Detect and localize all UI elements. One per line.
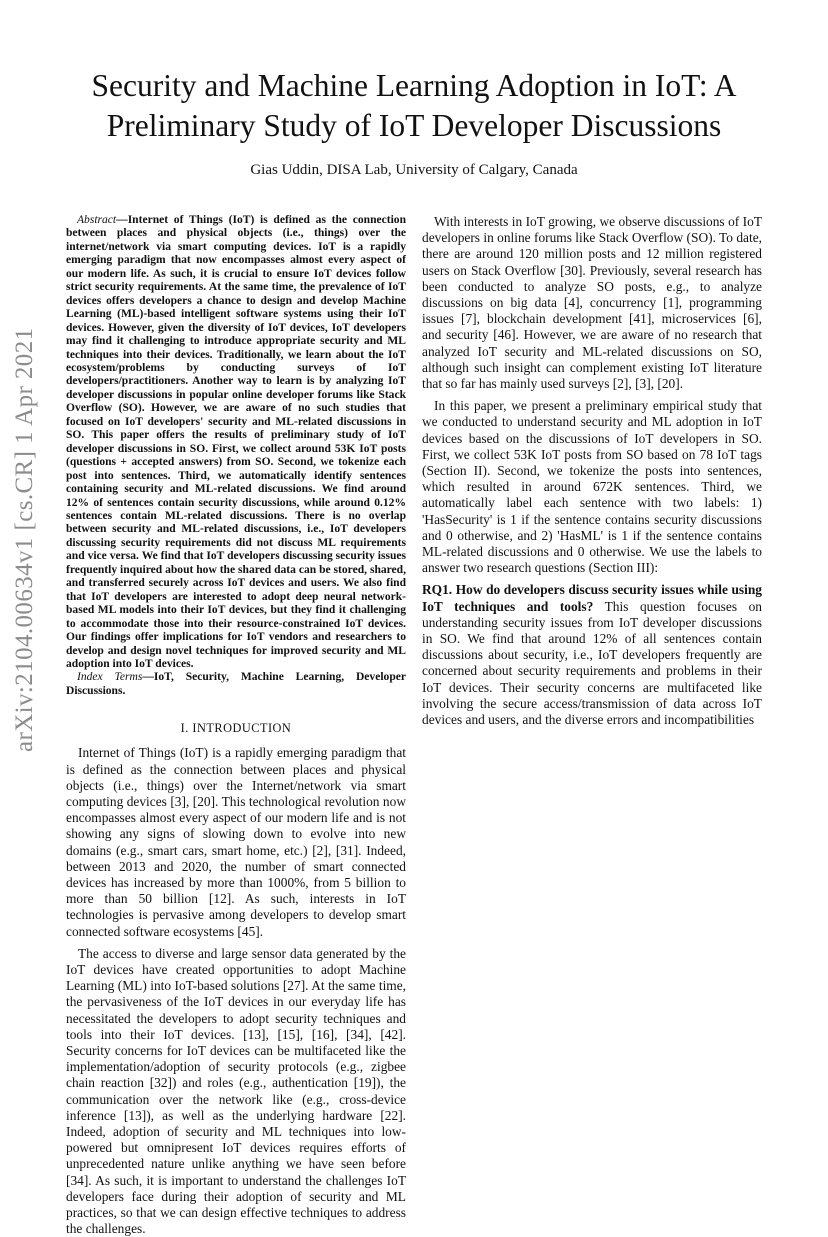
- right-column: [422, 214, 762, 734]
- abstract-label: Abstract: [77, 214, 117, 226]
- abstract-text: —Internet of Things (IoT) is defined as the connection between places and physical objects (i.e., things) over the internet/network via smart computing devices. IoT is a rapidly emerging paradigm that now encompasses almost every aspect of our modern life. As such, it is crucial to ensure IoT devices follow strict security requirements. At the same time, the prevalence of IoT devices offers developers a chance to design and develop Machine Learning (ML)-based intelligent software systems using their IoT devices. However, given the diversity of IoT devices, IoT developers may find it challenging to introduce appropriate security and ML techniques into their devices. Traditionally, we learn about the IoT ecosystem/problems by conducting surveys of IoT developers/practitioners. Another way to learn is by analyzing IoT developer discussions in popular online developer forums like Stack Overflow (SO). However, we are aware of no such studies that focused on IoT developers' security and ML-related discussions in SO. This paper offers the results of preliminary study of IoT developer discussions in SO. First, we collect around 53K IoT posts (questions + accepted answers) from SO. Second, we tokenize each post into sentences. Third, we automatically identify sentences containing security and ML-related discussions. We find around 12% of sentences contain security discussions, while around 0.12% sentences contain ML-related discussions. There is no overlap between security and ML-related discussions, i.e., IoT developers discussing security requirements did not discuss ML requirements and vice versa. We find that IoT developers discussing security issues frequently inquired about how the shared data can be stored, shared, and transferred securely across IoT devices and users. We also find that IoT developers are interested to adopt deep neural network-based ML models into their IoT devices, but they find it challenging to accommodate those into their resource-constrained IoT devices. Our findings offer implications for IoT vendors and researchers to develop and design novel techniques for improved security and ML adoption into IoT devices.: [66, 214, 406, 670]
- intro-paragraph-1: Internet of Things (IoT) is a rapidly emerging paradigm that is defined as the connection between places and physical objects (i.e., things) over the Internet/network via smart computing devices [3], [20]. This technological revolution now encompasses almost every aspect of our modern life and is not showing any signs of slowing down to evolve into new domains (e.g., smart cars, smart home, etc.) [2], [31]. Indeed, between 2013 and 2020, the number of smart connected devices has increased by more than 1000%, from 5 billion to more than 50 billion [12]. As such, interests in IoT technologies is pervasive among developers to develop smart connected software ecosystems [45].: [66, 745, 406, 939]
- left-column: [66, 214, 406, 1237]
- title-line-1: Security and Machine Learning Adoption in IoT: A: [91, 68, 737, 103]
- section-heading-introduction: I. INTRODUCTION: [180, 721, 292, 736]
- intro-body-left: [66, 745, 406, 1237]
- title-line-2: Preliminary Study of IoT Developer Discussions: [106, 108, 722, 143]
- rq1-label: RQ1. How do developers discuss security issues while using IoT techniques and tools?: [422, 582, 762, 614]
- index-terms-text: —IoT, Security, Machine Learning, Developer Discussions.: [66, 671, 406, 697]
- author-line: Gias Uddin, DISA Lab, University of Calgary, Canada: [250, 162, 578, 178]
- arxiv-identifier: arXiv:2104.00634v1 [cs.CR] 1 Apr 2021: [11, 327, 38, 752]
- abstract: [66, 214, 406, 698]
- intro-paragraph-2: The access to diverse and large sensor data generated by the IoT devices have created opportunities to adopt Machine Learning (ML) into IoT-based solutions [27]. At the same time, the pervasiveness of the IoT devices in our everyday life has necessitated the developers to adopt security techniques and tools into their IoT devices. [13], [15], [16], [34], [42]. Security concerns for IoT devices can be multifaceted like the implementation/adoption of security protocols (e.g., zigbee chain reaction [32]) and roles (e.g., authentication [19]), the communication over the network like (e.g., cross-device inference [13]), as well as the underlying hardware [22]. Indeed, adoption of security and ML techniques into low-powered but omnipresent IoT devices requires efforts of unprecedented nature unlike anything we have seen before [34]. As such, it is important to understand the challenges IoT developers face during their adoption of security and ML practices, so that we can design effective techniques to address the challenges.: [66, 945, 406, 1237]
- rq1-text: This question focuses on understanding security issues from IoT developer discussions in SO. We find that around 12% of all sentences contain discussions about security, i.e., IoT developers frequently are concerned about security requirements and problems in their IoT devices. Their security concerns are multifaceted like involving the secure access/transmission of data across IoT devices and users, and the diverse errors and incompatibilities: [422, 598, 762, 728]
- intro-paragraph-3: With interests in IoT growing, we observe discussions of IoT developers in online forums like Stack Overflow (SO). To date, there are around 120 million posts and 12 million registered users on Stack Overflow [30]. Previously, several research has been conducted to analyze SO posts, e.g., to analyze discussions on big data [4], concurrency [1], programming issues [7], blockchain development [41], microservices [6], and security [46]. However, we are aware of no research that analyzed IoT security and ML-related discussions on SO, although such insight can complement existing IoT literature that so far has mainly used surveys [2], [3], [20].: [422, 214, 762, 392]
- index-terms-label: Index Terms: [77, 671, 143, 684]
- paper-title: [40, 66, 788, 146]
- rq1-paragraph: [422, 582, 762, 728]
- intro-paragraph-4: In this paper, we present a preliminary empirical study that we conducted to understand security and ML adoption in IoT devices based on the discussions of IoT developers in SO. First, we collect 53K IoT posts from SO based on 78 IoT tags (Section II). Second, we tokenize the posts into sentences, which resulted in around 672K sentences. Third, we automatically label each sentence with two labels: 1) 'HasSecurity' is 1 if the sentence contains security discussions and 0 otherwise, and 2) 'HasML' is 1 if the sentence contains ML-related discussions and 0 otherwise. We use the labels to answer two research questions (Section III):: [422, 398, 762, 576]
- intro-body-right: [422, 214, 762, 728]
